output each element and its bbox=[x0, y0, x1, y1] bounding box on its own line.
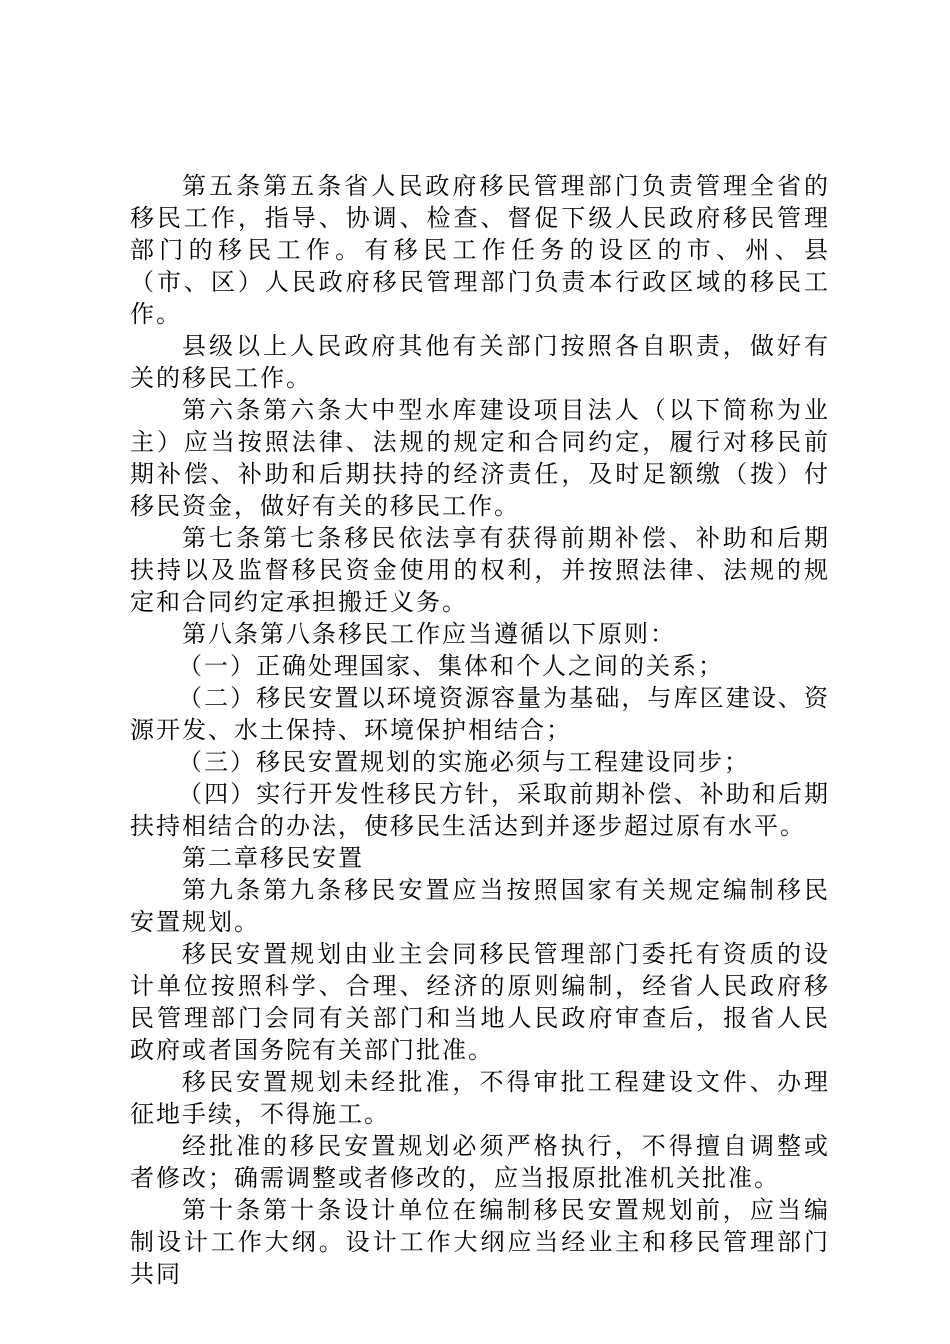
article-6-paragraph: 第六条第六条大中型水库建设项目法人（以下简称为业主）应当按照法律、法规的规定和合同约定，履行对移民前期补偿、补助和后期扶持的经济责任，及时足额缴（拨）付移民资金，做好有关的移民工作。 bbox=[130, 396, 830, 520]
article-8-paragraph: 第八条第八条移民工作应当遵循以下原则： bbox=[182, 620, 676, 648]
chapter-2-heading: 第二章移民安置 bbox=[182, 844, 364, 872]
article-9-paragraph-3: 移民安置规划未经批准，不得审批工程建设文件、办理征地手续，不得施工。 bbox=[130, 1068, 830, 1128]
article-9-paragraph-4: 经批准的移民安置规划必须严格执行，不得擅自调整或者修改；确需调整或者修改的，应当报原批准机关批准。 bbox=[130, 1132, 830, 1192]
article-9-paragraph: 第九条第九条移民安置应当按照国家有关规定编制移民安置规划。 bbox=[130, 876, 830, 936]
article-7-paragraph: 第七条第七条移民依法享有获得前期补偿、补助和后期扶持以及监督移民资金使用的权利，并按照法律、法规的规定和合同约定承担搬迁义务。 bbox=[130, 524, 830, 616]
principle-3: （三）移民安置规划的实施必须与工程建设同步； bbox=[178, 748, 750, 776]
article-5-paragraph-2: 县级以上人民政府其他有关部门按照各自职责，做好有关的移民工作。 bbox=[130, 332, 830, 392]
article-10-paragraph: 第十条第十条设计单位在编制移民安置规划前，应当编制设计工作大纲。设计工作大纲应当经业主和移民管理部门共同 bbox=[130, 1196, 830, 1288]
principle-1: （一）正确处理国家、集体和个人之间的关系； bbox=[178, 652, 724, 680]
document-page bbox=[130, 170, 830, 1290]
principle-2: （二）移民安置以环境资源容量为基础，与库区建设、资源开发、水土保持、环境保护相结合； bbox=[130, 684, 830, 744]
principle-4: （四）实行开发性移民方针，采取前期补偿、补助和后期扶持相结合的办法，使移民生活达到并逐步超过原有水平。 bbox=[130, 780, 830, 840]
article-5-paragraph: 第五条第五条省人民政府移民管理部门负责管理全省的移民工作，指导、协调、检查、督促下级人民政府移民管理部门的移民工作。有移民工作任务的设区的市、州、县（市、区）人民政府移民管理部门负责本行政区域的移民工作。 bbox=[130, 172, 830, 328]
article-9-paragraph-2: 移民安置规划由业主会同移民管理部门委托有资质的设计单位按照科学、合理、经济的原则编制，经省人民政府移民管理部门会同有关部门和当地人民政府审查后，报省人民政府或者国务院有关部门批准。 bbox=[130, 940, 830, 1064]
